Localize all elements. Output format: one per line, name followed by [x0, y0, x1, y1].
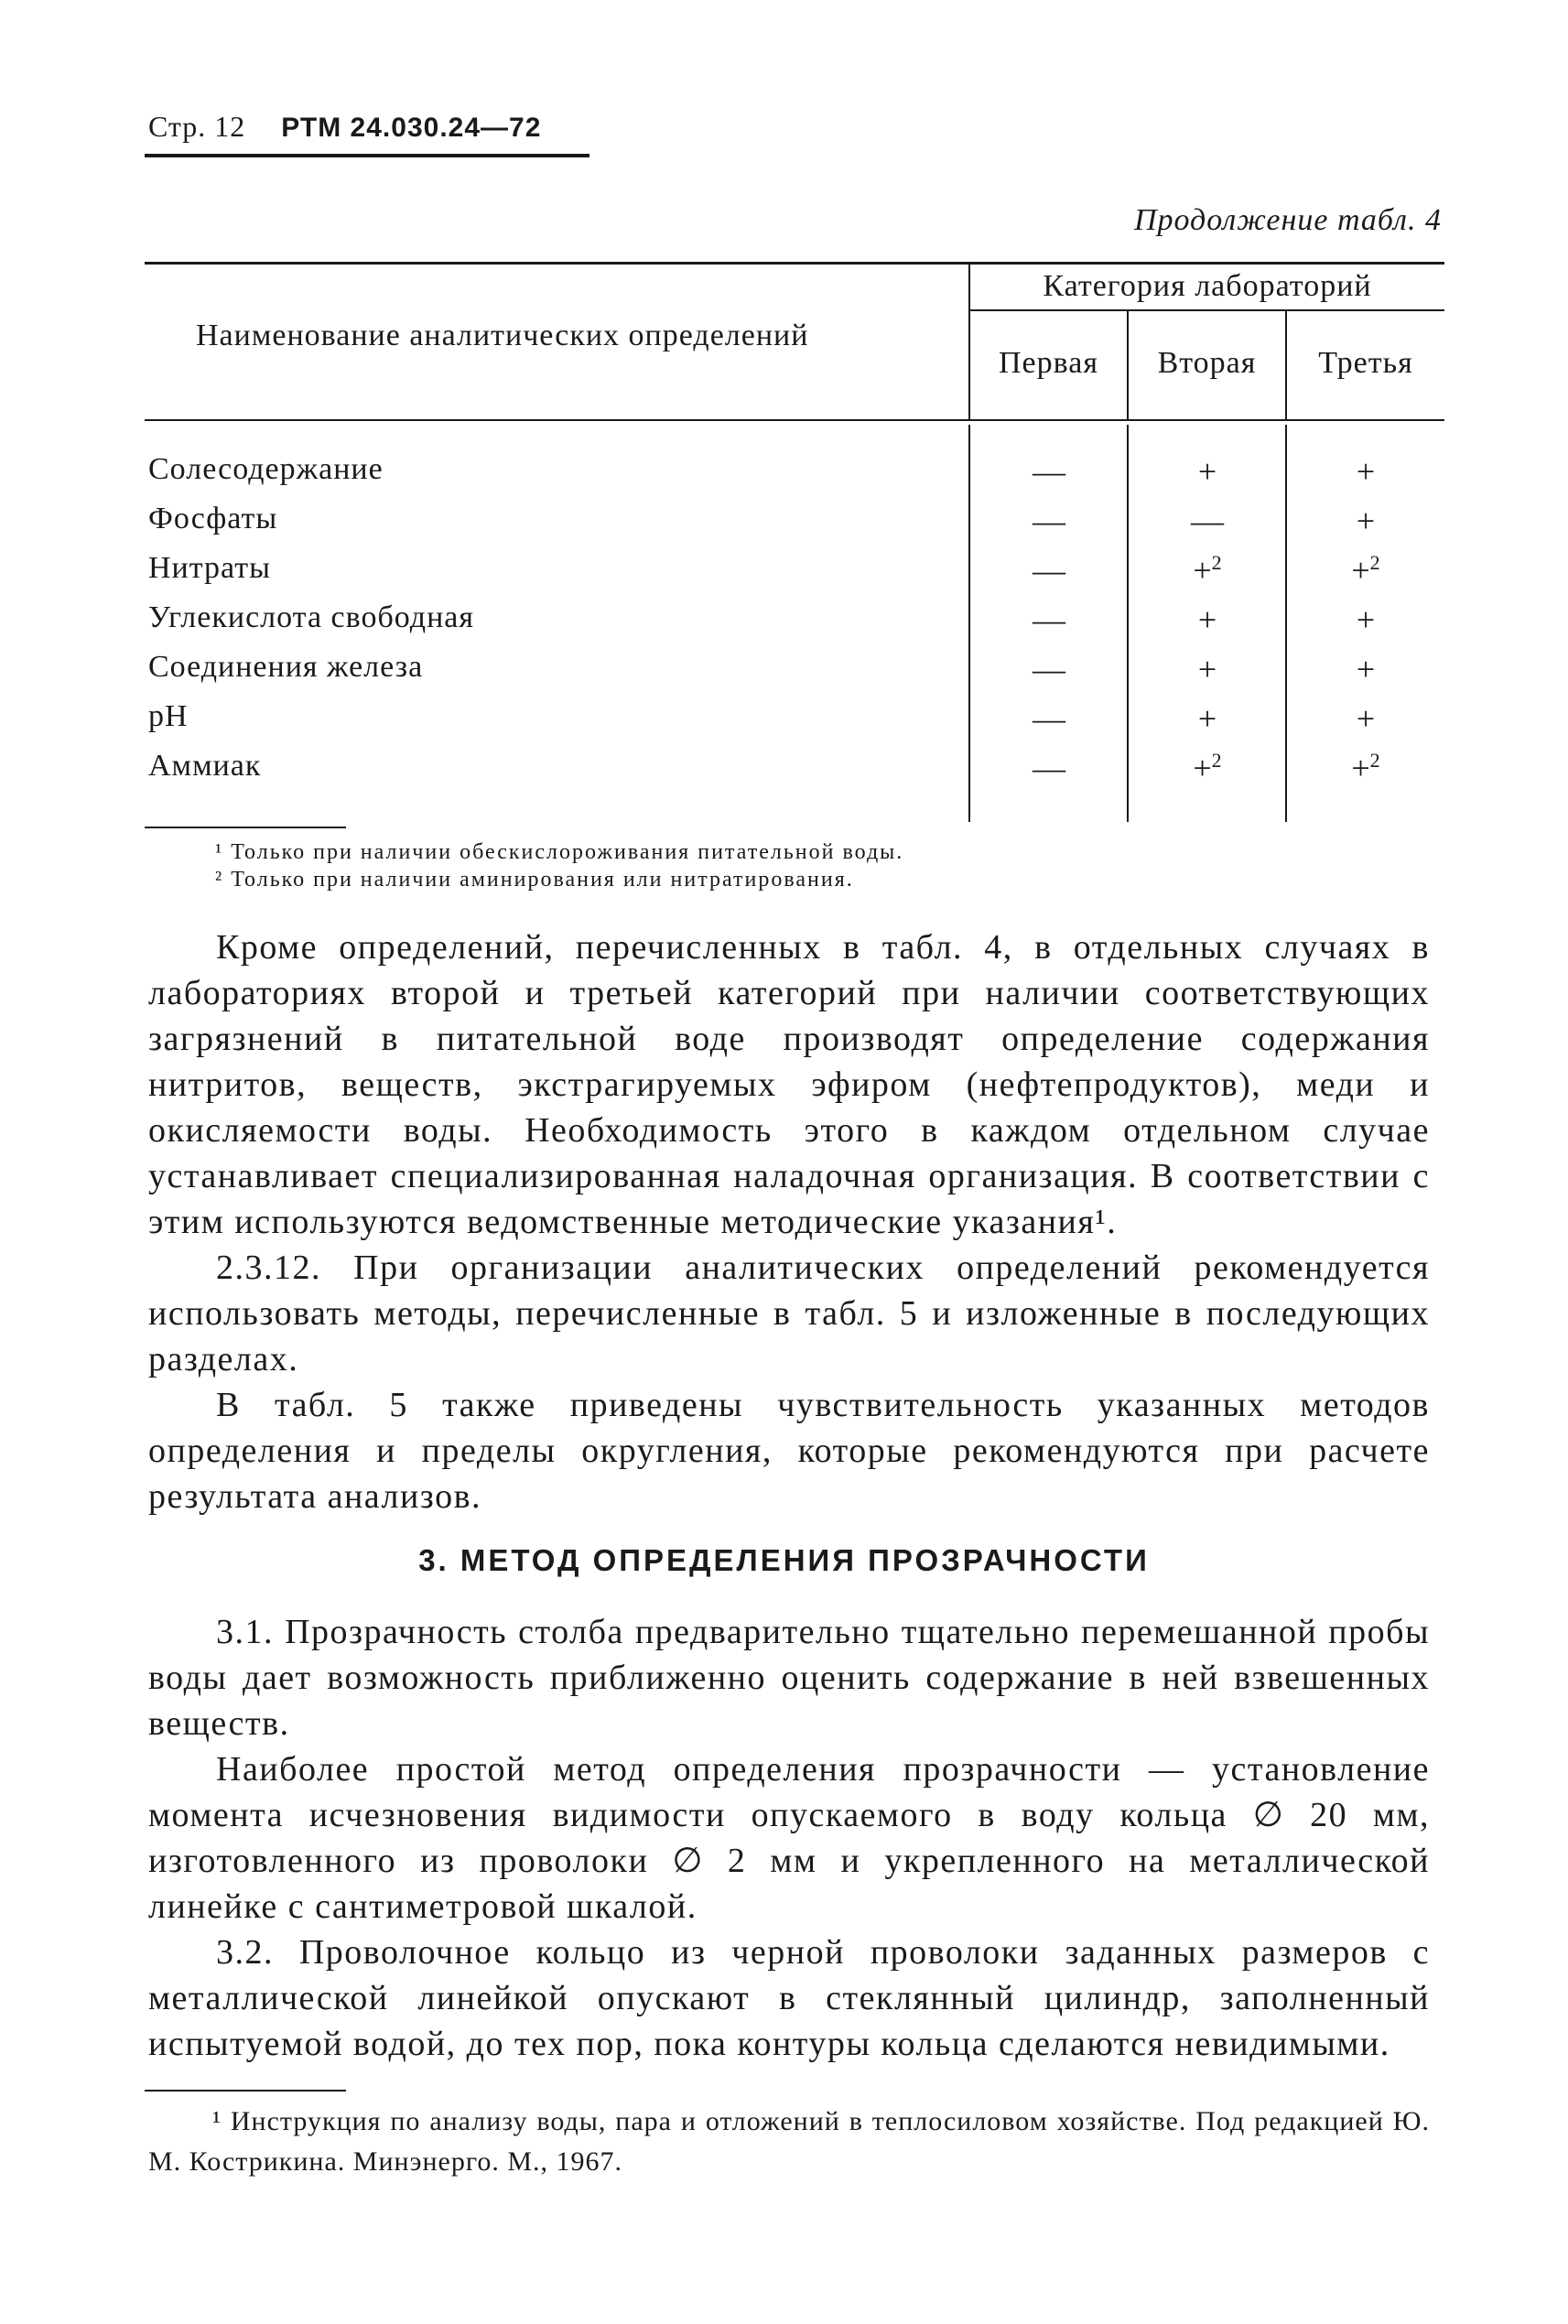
table-row-name: Соединения железа	[148, 650, 424, 684]
table-cell-second	[1134, 452, 1281, 491]
laboratory-table	[145, 262, 1444, 822]
table-row-name: рН	[148, 699, 189, 733]
table-cell-second	[1134, 600, 1281, 639]
column-header-first: Первая	[999, 346, 1098, 380]
paragraph: Кроме определений, перечисленных в табл. 4, в отдельных случаях в лабораториях второй и третьей категорий при наличии соответствующих загрязнений в питательной воде производят определение содержания нитритов, веществ, экстрагируемых эфиром (нефтепродуктов), меди и окисляемости воды. Необходимость этого в каждом отдельном случае устанавливает специализированная наладочная организация. В соответствии с этим используются ведомственные методические указания¹.	[148, 928, 1430, 1241]
table-row-name: Нитраты	[148, 551, 271, 585]
standard-code: РТМ 24.030.24—72	[281, 113, 542, 143]
paragraph: Наиболее простой метод определения прозрачности — установление момента исчезновения видимости опускаемого в воду кольца ∅ 20 мм, изготовленного из проволоки ∅ 2 мм и укрепленного на металлической линейке с сантиметровой шкалой.	[148, 1750, 1430, 1926]
page-footnote-rule	[145, 2090, 346, 2092]
category-header-rule	[970, 309, 1444, 311]
table-cell-third	[1292, 699, 1439, 738]
cell-sign: +	[1356, 503, 1376, 539]
table-cell-second	[1134, 699, 1281, 738]
table-body-rule-3	[1285, 425, 1287, 822]
table-cell-third	[1292, 749, 1439, 787]
table-cell-third	[1292, 600, 1439, 639]
body-text-upper	[148, 924, 1430, 1519]
cell-sign: +	[1356, 601, 1376, 638]
column-header-second: Вторая	[1157, 346, 1257, 380]
footnote-text: ¹ Инструкция по анализу воды, пара и отложений в теплосиловом хозяйстве. Под редакцией Ю. М. Кострикина. Минэнерго. М., 1967.	[148, 2106, 1430, 2177]
section-title: 3. МЕТОД ОПРЕДЕЛЕНИЯ ПРОЗРАЧНОСТИ	[418, 1543, 1150, 1577]
table-footnote-2: ² Только при наличии аминирования или нитратирования.	[215, 868, 854, 892]
cell-sign: +	[1197, 700, 1217, 737]
table-cell-first: —	[1033, 750, 1065, 786]
table-cell-first: —	[1033, 453, 1065, 490]
cell-sign: +	[1197, 651, 1217, 687]
table-cell-third	[1292, 502, 1439, 540]
cell-sign: +	[1351, 552, 1370, 589]
table-top-rule	[145, 262, 1444, 265]
paragraph: 3.1. Прозрачность столба предварительно тщательно перемешанной пробы воды дает возможность приближенно оценить содержание в ней взвешенных веществ.	[148, 1613, 1430, 1743]
table-cell-first: —	[1033, 651, 1065, 687]
paragraph: 3.2. Проволочное кольцо из черной проволоки заданных размеров с металлической линейкой опускают в стеклянный цилиндр, заполненный испытуемой водой, до тех пор, пока контуры кольца сделаются невидимыми.	[148, 1933, 1430, 2063]
table-cell-first: —	[1033, 700, 1065, 737]
body-text-lower	[148, 1609, 1430, 2067]
cell-sign: +	[1197, 601, 1217, 638]
table-cell-third	[1292, 452, 1439, 491]
cell-sup: 2	[1211, 551, 1222, 574]
paragraph: 2.3.12. При организации аналитических определений рекомендуется использовать методы, перечисленные в табл. 5 и изложенные в последующих разделах.	[148, 1248, 1430, 1378]
table-header-bottom-rule	[145, 419, 1444, 421]
table-row-name: Углекислота свободная	[148, 600, 475, 634]
table-continuation-label: Продолжение табл. 4	[1133, 203, 1442, 237]
table-cell-third	[1292, 551, 1439, 589]
cell-sign: +	[1356, 651, 1376, 687]
cell-sup: 2	[1369, 551, 1380, 574]
table-cell-first: —	[1033, 503, 1065, 539]
page-header	[148, 110, 541, 144]
table-row-name: Фосфаты	[148, 502, 278, 535]
table-row-name: Аммиак	[148, 749, 262, 783]
table-cell-second	[1134, 650, 1281, 688]
table-cell-second	[1134, 551, 1281, 589]
page-number: Стр. 12	[148, 110, 246, 143]
cell-sup: 2	[1369, 749, 1380, 772]
cell-sign: +	[1197, 453, 1217, 490]
table-body-rule-2	[1127, 425, 1129, 822]
table-row-name: Солесодержание	[148, 452, 384, 486]
category-column-header: Категория лабораторий	[1043, 269, 1372, 303]
cell-sup: 2	[1211, 749, 1222, 772]
table-cell-first: —	[1033, 601, 1065, 638]
name-column-header: Наименование аналитических определений	[196, 319, 809, 352]
table-body-rule-1	[968, 425, 970, 822]
table-cell-second	[1134, 502, 1281, 540]
cell-sign: +	[1193, 552, 1212, 589]
cell-sign: —	[1191, 503, 1224, 539]
header-rule	[145, 154, 589, 157]
cell-sign: +	[1356, 700, 1376, 737]
table-footnote-rule	[145, 827, 346, 828]
table-footnote-1: ¹ Только при наличии обескислороживания питательной воды.	[215, 840, 904, 864]
table-cell-third	[1292, 650, 1439, 688]
cell-sign: +	[1193, 750, 1212, 786]
cell-sign: +	[1351, 750, 1370, 786]
cell-sign: +	[1356, 453, 1376, 490]
table-cell-first: —	[1033, 552, 1065, 589]
page-footnote	[148, 2102, 1430, 2182]
paragraph: В табл. 5 также приведены чувствительность указанных методов определения и пределы округления, которые рекомендуются при расчете результата анализов.	[148, 1386, 1430, 1516]
table-cell-second	[1134, 749, 1281, 787]
column-header-third: Третья	[1318, 346, 1413, 380]
